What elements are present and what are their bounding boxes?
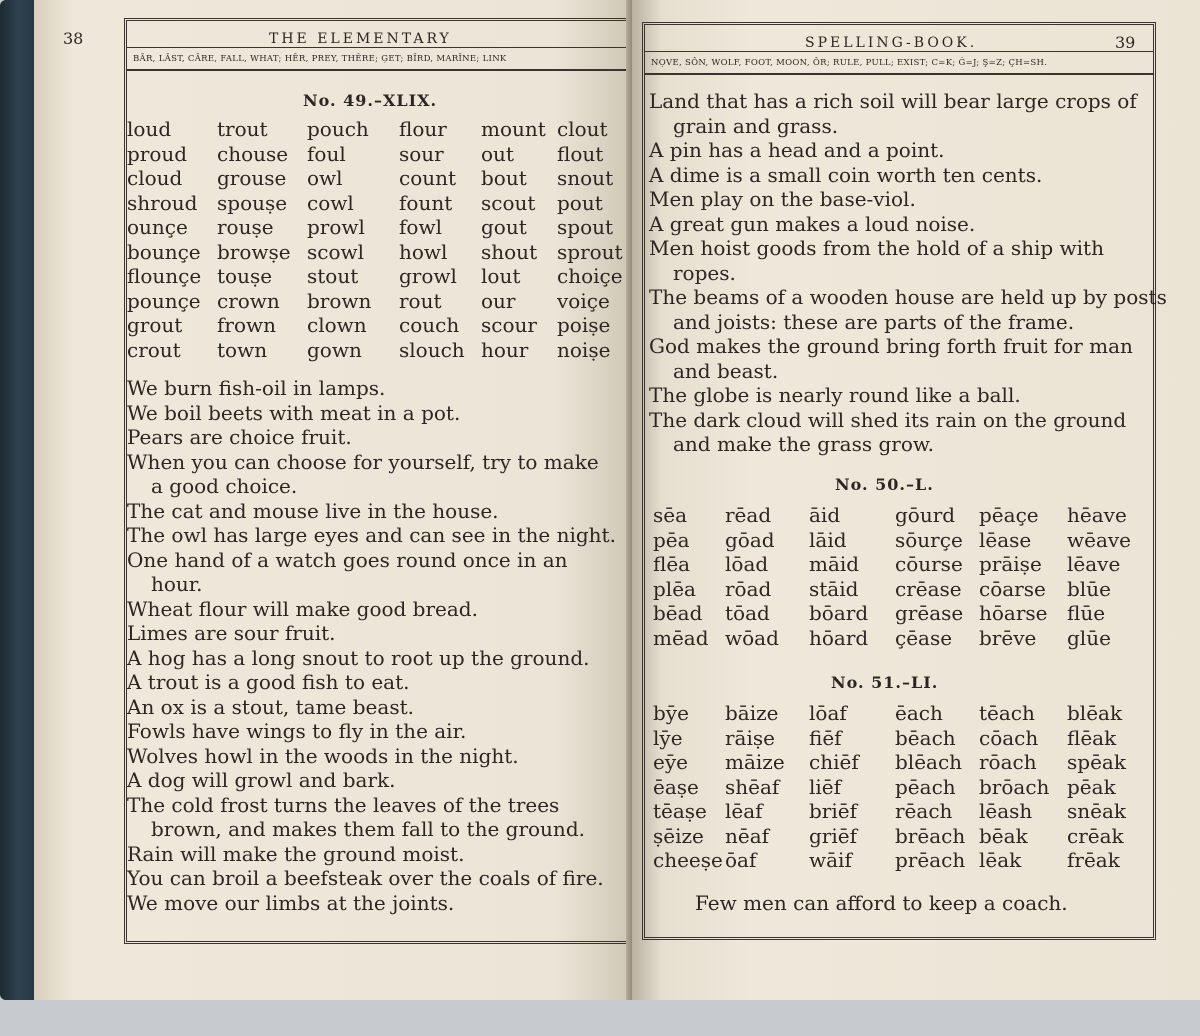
lesson-49-word: grouse — [217, 166, 287, 190]
right-page-sentence — [649, 212, 1167, 237]
lesson-50-word: lōad — [725, 552, 769, 576]
lesson-51-word: brēach — [895, 823, 966, 848]
lesson-50-word: çēase — [895, 625, 953, 650]
lesson-49-word: howl — [399, 239, 448, 264]
sentence-line: When you can choose for yourself, try to make — [127, 449, 599, 474]
lesson-49-word: gout — [481, 215, 527, 239]
lesson-49-sentence — [127, 768, 616, 793]
lesson-49-word: foul — [307, 141, 346, 166]
lesson-49-sentence — [127, 670, 616, 695]
lesson-49-row — [127, 289, 623, 314]
sentence-line: God makes the ground bring forth fruit for man — [649, 334, 1133, 358]
sentence-line: Men hoist goods from the hold of a ship with — [649, 236, 1104, 260]
lesson-51-word: rōach — [979, 750, 1037, 774]
lesson-49-sentence — [127, 719, 616, 744]
lesson-51-word: ōaf — [725, 848, 757, 872]
lesson-49-word: shroud — [127, 190, 198, 215]
lesson-49-sentence — [127, 793, 616, 842]
lesson-51-word: lȳe — [653, 725, 683, 750]
lesson-50-word: bēad — [653, 601, 703, 625]
lesson-51-word: tēaṣe — [653, 799, 707, 823]
lesson-49-word: bout — [481, 166, 527, 190]
lesson-49-word: snout — [557, 166, 614, 190]
lesson-49-word: scowl — [307, 239, 365, 264]
lesson-51-row — [653, 824, 1147, 849]
lesson-50-word: glūe — [1067, 625, 1111, 650]
lesson-49-word: cloud — [127, 166, 183, 190]
lesson-49-word: sour — [399, 141, 444, 166]
right-page-sentence — [649, 334, 1167, 383]
lesson-50-word: brēve — [979, 625, 1037, 650]
right-page — [632, 0, 1200, 1000]
sentence-line: A dime is a small coin worth ten cents. — [649, 162, 1043, 187]
lesson-49-word: voiçe — [557, 288, 610, 313]
lesson-49-word: flour — [399, 117, 447, 141]
lesson-50-word: gōurd — [895, 503, 956, 527]
lesson-49-word: pouch — [307, 117, 369, 141]
lesson-49-sentence — [127, 891, 616, 916]
lesson-49-row — [127, 338, 623, 363]
sentence-continuation: grain and grass. — [673, 113, 839, 138]
lesson-50-word: gōad — [725, 527, 775, 552]
lesson-50-word: hōarse — [979, 601, 1048, 625]
lesson-51-word: nēaf — [725, 823, 770, 848]
lesson-50-word: hēave — [1067, 503, 1127, 527]
lesson-50-row — [653, 528, 1147, 553]
sentence-line: The globe is nearly round like a ball. — [649, 383, 1021, 407]
lesson-51-word: griēf — [809, 823, 857, 848]
sentence-line: A dog will growl and bark. — [127, 768, 396, 792]
lesson-50-word: plēa — [653, 576, 696, 601]
lesson-51-word: eȳe — [653, 750, 688, 774]
lesson-51-row — [653, 750, 1147, 775]
sentence-line: Men play on the base-viol. — [649, 187, 916, 211]
lesson-49-sentence — [127, 597, 616, 622]
sentence-line: Wolves howl in the woods in the night. — [127, 743, 519, 768]
right-page-sentence — [649, 408, 1167, 457]
lesson-50-word: flūe — [1067, 601, 1106, 625]
lesson-49-word: hour — [481, 337, 529, 362]
sentence-line: We burn fish-oil in lamps. — [127, 376, 386, 400]
lesson-49-word: growl — [399, 264, 457, 288]
lesson-50-word: rēad — [725, 503, 772, 527]
lesson-51-word: shēaf — [725, 774, 780, 799]
lesson-49-sentence — [127, 401, 616, 426]
lesson-49-row — [127, 215, 623, 240]
sentence-continuation: a good choice. — [151, 474, 298, 498]
lesson-50-word: wēave — [1067, 527, 1132, 552]
lesson-50-word: tōad — [725, 601, 770, 625]
left-running-head — [63, 21, 627, 48]
lesson-49-word: clown — [307, 313, 367, 337]
sentence-line: An ox is a stout, tame beast. — [127, 694, 414, 719]
lesson-49-word: flout — [557, 141, 604, 166]
sentence-continuation: hour. — [151, 572, 203, 596]
lesson-51-word: bēak — [979, 823, 1028, 848]
lesson-49-sentence — [127, 744, 616, 769]
lesson-50-word: bōard — [809, 601, 869, 625]
lesson-49-word: count — [399, 166, 457, 190]
lesson-49-sentence — [127, 866, 616, 891]
lesson-49-sentence — [127, 523, 616, 548]
lesson-51-word: prēach — [895, 848, 966, 872]
lesson-49-word: bounçe — [127, 239, 201, 264]
lesson-51-word: blēak — [1067, 701, 1123, 725]
lesson-51-word: ēach — [895, 701, 943, 725]
lesson-49-row — [127, 166, 623, 191]
lesson-49-row — [127, 240, 623, 265]
lesson-49-sentence — [127, 548, 616, 597]
lesson-49-word: sprout — [557, 239, 623, 264]
lesson-49-word: lout — [481, 264, 521, 288]
lesson-50-row — [653, 626, 1147, 651]
lesson-50-word: āid — [809, 503, 841, 527]
sentence-continuation: brown, and makes them fall to the ground. — [151, 817, 585, 841]
lesson-51-word: liēf — [809, 774, 842, 799]
lesson-50-word: sēa — [653, 503, 688, 527]
lesson-50-word: blūe — [1067, 576, 1111, 601]
lesson-50-word: mēad — [653, 625, 709, 650]
lesson-49-word: fount — [399, 190, 453, 215]
lesson-49-sentence — [127, 425, 616, 450]
lesson-49-word: scout — [481, 190, 536, 215]
lesson-50-word-table — [653, 503, 1147, 650]
lesson-51-word: brōach — [979, 774, 1050, 799]
lesson-51-row — [653, 726, 1147, 751]
lesson-51-row — [653, 701, 1147, 726]
lesson-49-word-table — [127, 117, 623, 362]
lesson-49-word: couch — [399, 313, 460, 337]
lesson-51-word: fiēf — [809, 725, 842, 750]
lesson-50-word: cōurse — [895, 552, 963, 576]
lesson-49-word: cowl — [307, 190, 354, 215]
sentence-line: Land that has a rich soil will bear large crops of — [649, 89, 1137, 113]
lesson-50-row — [653, 552, 1147, 577]
lesson-50-word: wōad — [725, 625, 779, 650]
lesson-49-word: rouṣe — [217, 215, 274, 239]
sentence-continuation: ropes. — [673, 260, 736, 285]
lesson-49-word: poiṣe — [557, 313, 611, 337]
lesson-51-word: rēach — [895, 799, 953, 823]
left-page-frame — [63, 18, 630, 944]
lesson-50-word: flēa — [653, 552, 691, 576]
left-pronunciation-key: BĀR, LĀST, CĀRE, FALL, WHAT; HĒR, PREY, THÊRE; ĢET; BĪRD, MARĪNE; LINK — [127, 49, 627, 71]
lesson-51-word: pēach — [895, 774, 956, 799]
lesson-51-word: bȳe — [653, 701, 689, 725]
lesson-50-word: hōard — [809, 625, 869, 650]
lesson-49-word: pout — [557, 190, 603, 215]
lesson-49-word: spout — [557, 215, 614, 239]
right-page-sentence — [649, 383, 1167, 408]
sentence-line: The cat and mouse live in the house. — [127, 498, 499, 523]
lesson-51-word: blēach — [895, 750, 963, 774]
sentence-line: A great gun makes a loud noise. — [649, 211, 976, 236]
lesson-49-title: No. 49.–XLIX. — [303, 91, 438, 110]
background-strip — [0, 1000, 1200, 1036]
lesson-51-word: māize — [725, 750, 785, 774]
right-page-sentence — [649, 138, 1167, 163]
lesson-49-row — [127, 142, 623, 167]
sentence-line: The beams of a wooden house are held up by posts — [649, 285, 1167, 309]
lesson-51-word: crēak — [1067, 823, 1124, 848]
lesson-49-word: prowl — [307, 215, 365, 239]
lesson-49-word: proud — [127, 141, 188, 166]
lesson-50-row — [653, 503, 1147, 528]
lesson-49-word: brown — [307, 288, 372, 313]
lesson-49-row — [127, 264, 623, 289]
sentence-line: The dark cloud will shed its rain on the ground — [649, 407, 1127, 432]
lesson-50-word: stāid — [809, 576, 859, 601]
sentence-line: The cold frost turns the leaves of the trees — [127, 792, 560, 817]
sentence-line: You can broil a beefsteak over the coals of fire. — [127, 866, 604, 890]
lesson-51-word: pēak — [1067, 774, 1116, 799]
lesson-49-sentence — [127, 695, 616, 720]
right-page-sentence — [649, 236, 1167, 285]
lesson-50-word: lāid — [809, 527, 847, 552]
lesson-49-word: clout — [557, 117, 608, 141]
lesson-51-title: No. 51.–LI. — [831, 673, 939, 692]
lesson-50-word: lēase — [979, 527, 1032, 552]
lesson-49-word: owl — [307, 166, 343, 190]
lesson-51-word: lōaf — [809, 701, 847, 725]
lesson-50-word: crēase — [895, 576, 962, 601]
lesson-49-sentence — [127, 450, 616, 499]
lesson-49-word: loud — [127, 117, 172, 141]
right-page-number: 39 — [1115, 33, 1136, 52]
lesson-51-word: briēf — [809, 799, 857, 823]
lesson-51-word: bāize — [725, 701, 779, 725]
lesson-51-word: cōach — [979, 725, 1039, 750]
lesson-49-word: spouṣe — [217, 190, 288, 215]
lesson-51-word: ṣēize — [653, 823, 704, 848]
lesson-49-sentence — [127, 646, 616, 671]
lesson-51-word: rāiṣe — [725, 725, 775, 750]
lesson-50-word: sōurçe — [895, 527, 963, 552]
lesson-49-word: town — [217, 337, 268, 362]
right-page-frame — [642, 22, 1167, 940]
right-running-head — [645, 25, 1153, 52]
lesson-49-word: fowl — [399, 215, 442, 239]
lesson-49-word: chouse — [217, 141, 289, 166]
lesson-49-word: crown — [217, 288, 280, 313]
lesson-51-word: bēach — [895, 725, 956, 750]
sentence-line: A hog has a long snout to root up the ground. — [127, 645, 590, 670]
lesson-49-word: flounçe — [127, 264, 202, 288]
lesson-49-word: rout — [399, 288, 442, 313]
lesson-49-word: pounçe — [127, 288, 201, 313]
lesson-50-word: cōarse — [979, 576, 1046, 601]
lesson-51-word: chiēf — [809, 750, 859, 774]
sentence-line: Fowls have wings to fly in the air. — [127, 719, 467, 743]
lesson-51-row — [653, 775, 1147, 800]
lesson-49-word: noiṣe — [557, 337, 611, 362]
lesson-49-word: mount — [481, 117, 546, 141]
sentence-line: We boil beets with meat in a pot. — [127, 400, 461, 425]
lesson-51-word: cheeṣe — [653, 848, 723, 872]
left-page-number: 38 — [63, 29, 84, 48]
right-page-sentence — [649, 187, 1167, 212]
right-running-title: SPELLING-BOOK. — [805, 35, 978, 51]
lesson-51-word: tēach — [979, 701, 1035, 725]
lesson-50-word: lēave — [1067, 552, 1121, 576]
lesson-49-word: gown — [307, 337, 362, 362]
right-page-sentence — [649, 285, 1167, 334]
lesson-49-sentence — [127, 621, 616, 646]
lesson-49-sentence — [127, 499, 616, 524]
lesson-51-word: frēak — [1067, 848, 1120, 872]
lesson-49-word: out — [481, 141, 514, 166]
sentence-line: The owl has large eyes and can see in the night. — [127, 523, 616, 547]
lesson-51-row — [653, 848, 1147, 873]
lesson-49-word: trout — [217, 117, 268, 141]
sentence-line: We move our limbs at the joints. — [127, 890, 455, 915]
lesson-51-word: spēak — [1067, 750, 1126, 774]
lesson-49-word: choiçe — [557, 264, 623, 288]
left-running-title: THE ELEMENTARY — [269, 31, 452, 47]
lesson-51-word: lēak — [979, 848, 1022, 872]
sentence-line: One hand of a watch goes round once in an — [127, 547, 568, 572]
lesson-49-row — [127, 191, 623, 216]
sentence-line: A pin has a head and a point. — [649, 138, 945, 162]
lesson-49-word: crout — [127, 337, 181, 362]
lesson-49-word: our — [481, 288, 516, 313]
sentence-continuation: and joists: these are parts of the frame. — [673, 309, 1075, 334]
lesson-50-word: pēa — [653, 527, 690, 552]
lesson-51-word: snēak — [1067, 799, 1127, 823]
lesson-50-row — [653, 601, 1147, 626]
lesson-49-word: ounçe — [127, 215, 188, 239]
left-page — [34, 0, 632, 1000]
lesson-50-word: māid — [809, 552, 860, 576]
lesson-49-word: shout — [481, 239, 538, 264]
lesson-50-title: No. 50.–L. — [835, 475, 934, 494]
lesson-50-word: prāiṣe — [979, 552, 1042, 576]
lesson-49-word: stout — [307, 264, 359, 288]
lesson-49-word: touṣe — [217, 264, 273, 288]
sentence-line: Rain will make the ground moist. — [127, 841, 465, 866]
lesson-49-word: slouch — [399, 337, 465, 362]
sentence-line: Limes are sour fruit. — [127, 621, 336, 645]
right-sentences — [649, 89, 1167, 457]
lesson-49-word: browṣe — [217, 239, 291, 264]
lesson-49-sentences — [127, 376, 616, 915]
lesson-50-row — [653, 577, 1147, 602]
lesson-49-word: grout — [127, 313, 183, 337]
sentence-continuation: and beast. — [673, 358, 779, 383]
lesson-50-word: pēaçe — [979, 503, 1039, 527]
lesson-49-row — [127, 117, 623, 142]
lesson-51-word: wāif — [809, 848, 852, 872]
sentence-line: Pears are choice fruit. — [127, 425, 352, 449]
lesson-49-sentence — [127, 842, 616, 867]
lesson-51-word: lēaf — [725, 799, 763, 823]
sentence-continuation: and make the grass grow. — [673, 432, 934, 456]
right-page-sentence — [649, 163, 1167, 188]
lesson-51-row — [653, 799, 1147, 824]
sentence-line: A trout is a good fish to eat. — [127, 670, 410, 694]
lesson-51-word: flēak — [1067, 725, 1117, 750]
right-pronunciation-key: NỌVE, SÔN, WOLF, FOOT, MOON, ÔR; RULE, PULL; EXIST; C=K; Ġ=J; Ş=Z; ÇH=SH. — [645, 53, 1153, 75]
right-page-sentence — [649, 89, 1167, 138]
lesson-49-word: scour — [481, 313, 537, 337]
lesson-50-word: rōad — [725, 576, 772, 601]
lesson-49-word: frown — [217, 313, 277, 337]
lesson-50-word: grēase — [895, 601, 964, 625]
lesson-51-word: ēaṣe — [653, 774, 699, 799]
closing-sentence: Few men can afford to keep a coach. — [695, 891, 1068, 915]
lesson-51-word: lēash — [979, 799, 1033, 823]
lesson-49-row — [127, 313, 623, 338]
sentence-line: Wheat flour will make good bread. — [127, 596, 478, 621]
lesson-49-sentence — [127, 376, 616, 401]
lesson-51-word-table — [653, 701, 1147, 873]
